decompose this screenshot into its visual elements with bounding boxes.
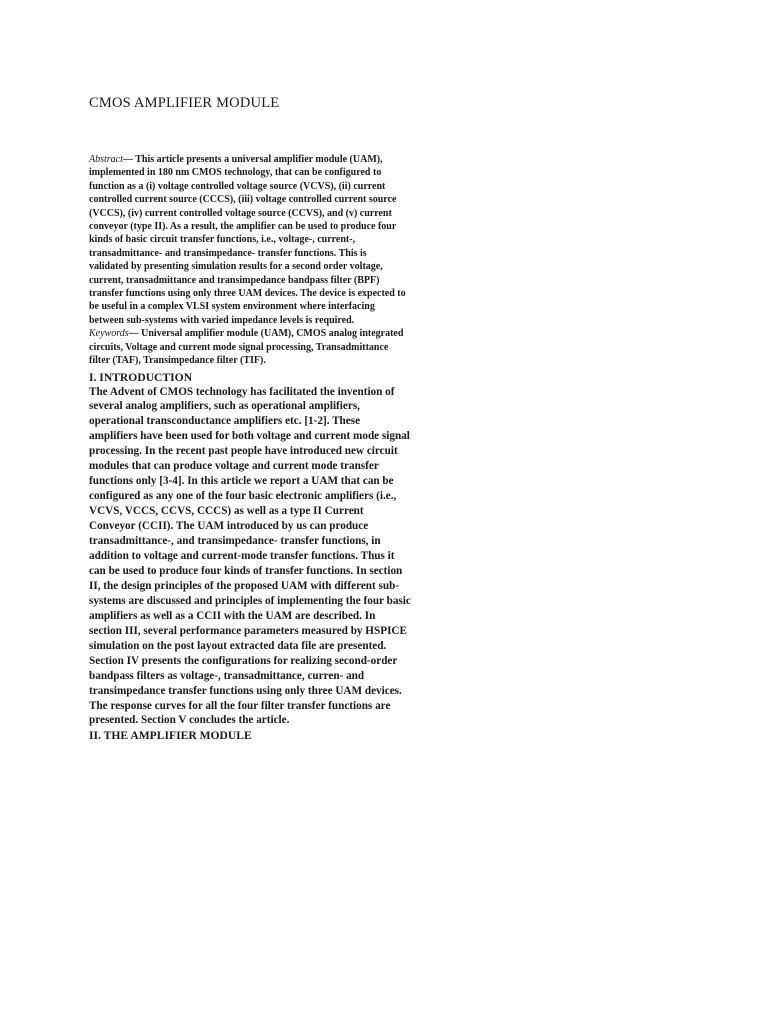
abstract-paragraph bbox=[89, 153, 407, 327]
keywords-paragraph bbox=[89, 327, 407, 367]
section-1-body: The Advent of CMOS technology has facilitated the invention of several analog amplifiers, such as operational amplifiers, operational transconductance amplifiers etc. [1-2]. These amplifiers have been used for both voltage and current mode signal processing. In the recent past people have introduced new circuit modules that can produce voltage and current mode transfer functions only [3-4]. In this article we report a UAM that can be configured as any one of the four basic electronic amplifiers (i.e., VCVS, VCCS, CCVS, CCCS) as well as a type II Current Conveyor (CCII). The UAM introduced by us can produce transadmittance-, and transimpedance- transfer functions, in addition to voltage and current-mode transfer functions. Thus it can be used to produce four kinds of transfer functions. In section II, the design principles of the proposed UAM with different sub-systems are discussed and principles of implementing the four basic amplifiers as well as a CCII with the UAM are described. In section III, several performance parameters measured by HSPICE simulation on the post layout extracted data file are presented. Section IV presents the configurations for realizing second-order bandpass filters as voltage-, transadmittance, curren- and transimpedance transfer functions using only three UAM devices. The response curves for all the four filter transfer functions are presented. Section V concludes the article. bbox=[89, 385, 411, 727]
keywords-text: — Universal amplifier module (UAM), CMOS analog integrated circuits, Voltage and current mode signal processing, Transadmittance filter (TAF), Transimpedance filter (TIF). bbox=[89, 328, 404, 367]
page-title: CMOS AMPLIFIER MODULE bbox=[89, 95, 280, 111]
abstract-section bbox=[89, 153, 411, 743]
section-2-heading: II. THE AMPLIFIER MODULE bbox=[89, 729, 252, 743]
abstract-text: — This article presents a universal amplifier module (UAM), implemented in 180 nm CMOS technology, that can be configured to function as a (i) voltage controlled voltage source (VCVS), (ii) current controlled current source (CCCS), (iii) voltage controlled current source (VCCS), (iv) current controlled voltage source (CCVS), and (v) current conveyor (type II). As a result, the amplifier can be used to produce four kinds of basic circuit transfer functions, i.e., voltage-, current-, transadmittance- and transimpedance- transfer functions. This is validated by presenting simulation results for a second order voltage, current, transadmittance and transimpedance bandpass filter (BPF) transfer functions using only three UAM devices. The device is expected to be useful in a complex VLSI system environment where interfacing between sub-systems with varied impedance levels is required. bbox=[89, 154, 406, 326]
section-1-heading: I. INTRODUCTION bbox=[89, 370, 193, 384]
keywords-label: Keywords bbox=[89, 328, 129, 340]
abstract-label: Abstract bbox=[89, 154, 123, 165]
